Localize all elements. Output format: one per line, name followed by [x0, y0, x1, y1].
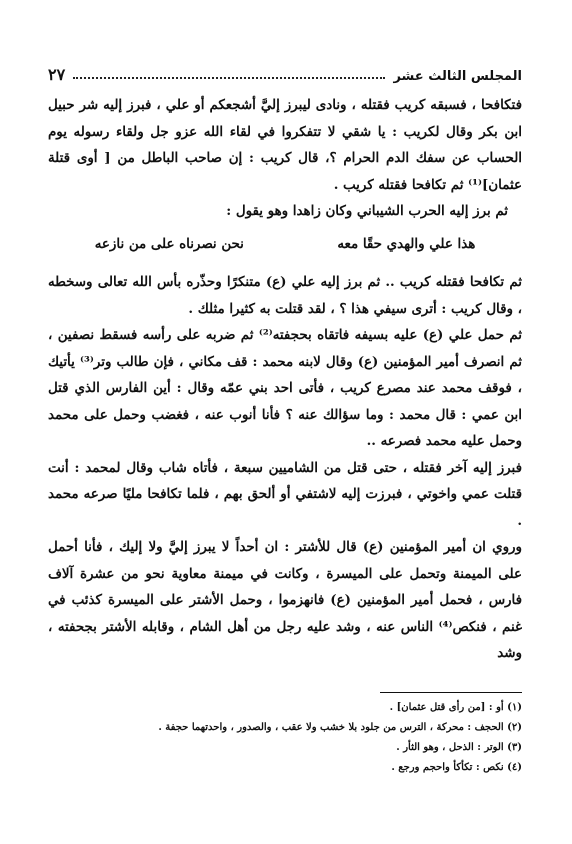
paragraph: ثم حمل علي (ع) عليه بسيفه فاتقاه بحجفته⁽²⁾ ثم ضربه على رأسه فسقط نصفين ، ثم انصرف أمير المؤمنين (ع) وقال لابنه محمد : قف مكاني ، فإن طالب وتر⁽³⁾ يأتيك ، فوقف محمد عند مصرع كريب ، فأتى احد بني عمّه وقال : أين الفارس الذي قتل ابن عمي : قال محمد : وما سؤالك عنه ؟ فأنا أنوب عنه ، فغضب وحمل على محمد وحمل عليه محمد فصرعه .. [48, 327, 522, 449]
verse-left-hemistich: نحن نصرناه على من نازعه [94, 235, 244, 252]
chapter-title: المجلس الثالث عشر [393, 69, 522, 84]
footnote: (١) أو : [من رأى قتل عثمان] . [389, 702, 522, 713]
header-dotted-leader [73, 77, 385, 79]
footnote-separator [380, 692, 522, 693]
footnote: (٤) نكص : تكأكأ واحجم ورجع . [391, 762, 522, 773]
paragraph: ثم برز إليه الحرب الشيباني وكان زاهدا وهو يقول : [226, 203, 508, 219]
page-number: ٢٧ [48, 65, 66, 84]
footnotes [48, 698, 522, 778]
paragraph: ثم تكافحا فقتله كريب .. ثم برز إليه علي (ع) متنكرًا وحذّره بأس الله تعالى وسخطه ، وقال كريب : أترى سيفي هذا ؟ ، لقد قتلت به كثيرا مثلك . [48, 274, 522, 317]
verse-right-hemistich: هذا علي والهدي حقًا معه [337, 235, 476, 252]
footnote: (٣) الوتر : الذحل ، وهو الثأر . [396, 742, 522, 753]
poem-verse [48, 231, 522, 258]
main-text [48, 92, 522, 667]
paragraph: فتكافحا ، فسبقه كريب فقتله ، ونادى ليبرز إليَّ أشجعكم أو علي ، فبرز إليه شر حبيل ابن بكر وقال لكريب : يا شقي لا تتفكروا في لقاء الله عزو جل ولقاء رسوله يوم الحساب عن سفك الدم الحرام ؟، قال كريب : إن صاحب الباطل من [ أوى قتلة عثمان]⁽¹⁾ ثم تكافحا فقتله كريب . [48, 97, 522, 193]
footnote: (٢) الحجف : محركة ، الترس من جلود بلا خشب ولا عقب ، والصدور ، واحدتهما حجفة . [158, 722, 522, 733]
paragraph: فبرز إليه آخر فقتله ، حتى قتل من الشاميين سبعة ، فأتاه شاب وقال لمحمد : أنت قتلت عمي واخوتي ، فبرزت إليه لاشتفي أو ألحق بهم ، فلما تكافحا مليًا صرعه محمد . [48, 459, 522, 529]
paragraph: وروي ان أمير المؤمنين (ع) قال للأشتر : ان أحداً لا يبرز إليَّ ولا إليك ، فأنا أحمل على الميمنة وتحمل على الميسرة ، وكانت في ميمنة معاوية نحو من عشرة آلاف فارس ، فحمل أمير المؤمنين (ع) فانهزموا ، وحمل الأشتر على الميسرة كذئب في غنم ، فنكص⁽⁴⁾ الناس عنه ، وشد عليه رجل من أهل الشام ، وقابله الأشتر بجحفته ، وشد [48, 539, 522, 661]
running-header [48, 54, 522, 84]
